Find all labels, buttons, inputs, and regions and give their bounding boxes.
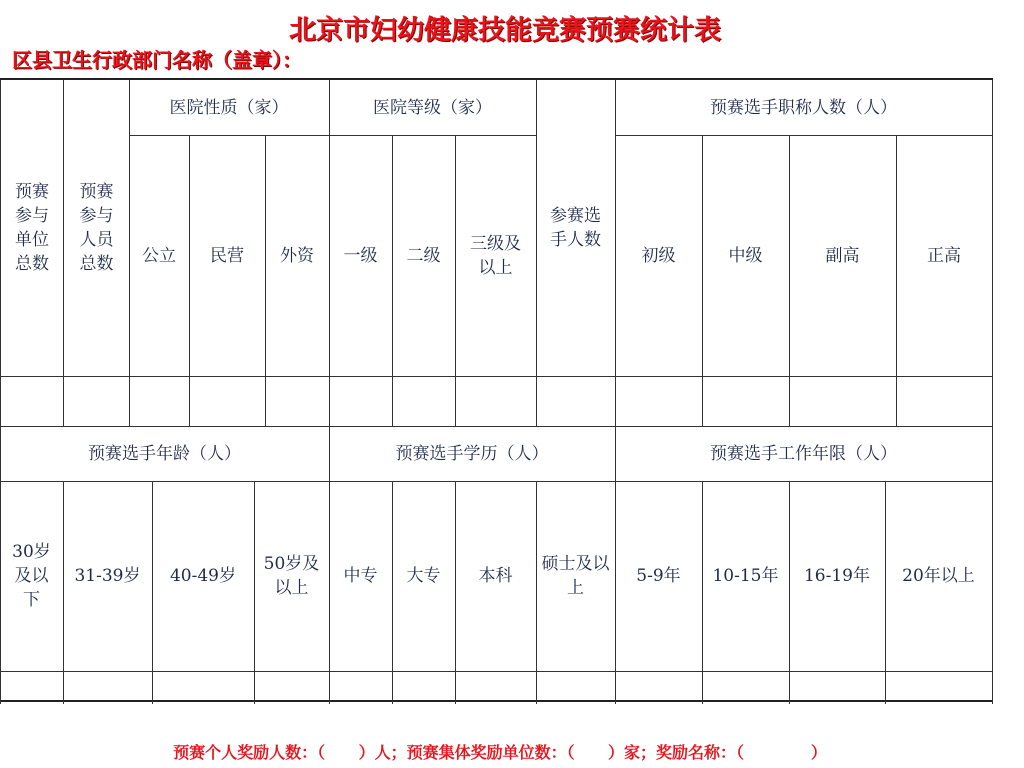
header-years-20-above: 20年以上 xyxy=(902,566,975,586)
header-hospital-nature: 医院性质（家） xyxy=(169,97,289,118)
header-level-1: 一级 xyxy=(343,245,378,266)
header-age-31-39: 31-39岁 xyxy=(74,566,141,586)
header-edu-master-above: 硕士及以上 xyxy=(541,554,610,598)
header-education: 预赛选手学历（人） xyxy=(395,443,549,464)
header-edu-college: 大专 xyxy=(406,566,441,586)
header-title-junior: 初级 xyxy=(641,245,676,266)
header-years-16-19: 16-19年 xyxy=(803,566,870,586)
award-summary-line: 预赛个人奖励人数：（ ）人；预赛集体奖励单位数：（ ）家；奖励名称：（ ） xyxy=(173,743,827,762)
header-total-people: 预赛参与人员总数 xyxy=(79,182,114,274)
header-work-years: 预赛选手工作年限（人） xyxy=(710,443,897,464)
header-level-2: 二级 xyxy=(406,245,441,266)
header-title-associate-senior: 副高 xyxy=(825,245,860,266)
header-age-50-above: 50岁及以上 xyxy=(263,554,320,598)
header-nature-foreign: 外资 xyxy=(280,245,314,266)
header-total-units: 预赛参与单位总数 xyxy=(15,182,49,274)
header-nature-public: 公立 xyxy=(142,245,176,266)
header-nature-private: 民营 xyxy=(210,245,244,266)
header-years-10-15: 10-15年 xyxy=(712,566,779,586)
header-professional-title: 预赛选手职称人数（人） xyxy=(710,97,897,118)
header-age: 预赛选手年龄（人） xyxy=(88,443,241,464)
header-age-30-below: 30岁及以下 xyxy=(12,542,51,610)
header-years-5-9: 5-9年 xyxy=(636,566,681,586)
header-hospital-level: 医院等级（家） xyxy=(373,97,492,118)
header-title-senior: 正高 xyxy=(927,245,961,266)
header-age-40-49: 40-49岁 xyxy=(169,566,236,586)
header-level-3: 三级及以上 xyxy=(470,233,521,278)
header-participants: 参赛选手人数 xyxy=(550,206,601,250)
header-edu-secondary: 中专 xyxy=(343,566,378,586)
department-name-label: 区县卫生行政部门名称（盖章）： xyxy=(12,48,302,72)
stats-table xyxy=(0,78,993,702)
header-title-intermediate: 中级 xyxy=(728,245,763,266)
header-edu-bachelor: 本科 xyxy=(478,566,513,586)
page-title: 北京市妇幼健康技能竞赛预赛统计表 xyxy=(289,15,721,46)
